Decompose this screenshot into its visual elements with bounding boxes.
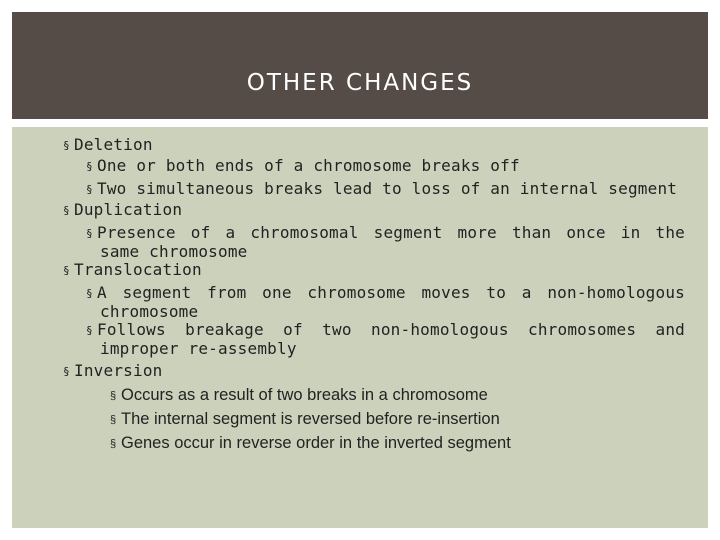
item-text: Two simultaneous breaks lead to loss of an internal segment [97,179,678,198]
list-item-duplication [63,201,182,220]
bullet-icon: § [63,204,70,217]
list-item [86,224,685,261]
bullet-list [12,127,708,528]
list-item [86,284,685,321]
list-item-deletion [63,136,153,155]
bullet-icon: § [63,365,70,378]
content-band [12,127,708,528]
list-item-inversion [63,362,163,381]
list-item-translocation [63,261,202,280]
bullet-icon: § [86,183,93,196]
bullet-icon: § [110,414,117,426]
item-text: The internal segment is reversed before re-insertion [121,410,500,428]
item-text: Occurs as a result of two breaks in a chromosome [121,386,488,404]
bullet-icon: § [63,139,70,152]
bullet-icon: § [86,227,93,240]
list-item [86,180,677,199]
bullet-icon: § [86,287,93,300]
list-item [86,157,520,176]
item-text: Translocation [74,260,202,279]
item-text-wrap [86,224,685,261]
bullet-icon: § [63,264,70,277]
bullet-icon: § [110,438,117,450]
item-text: Deletion [74,135,153,154]
item-text: Inversion [74,361,163,380]
item-text-wrap [86,321,685,358]
item-text-wrap [86,284,685,321]
list-item [110,386,488,405]
item-text: Genes occur in reverse order in the inverted segment [121,434,511,452]
bullet-icon: § [86,324,93,337]
item-text: Presence of a chromosomal segment more than once in the same chromosome [97,223,685,261]
item-text: A segment from one chromosome moves to a non-homologous chromosome [97,283,685,321]
title-band [12,12,708,119]
bullet-icon: § [110,390,117,402]
slide-title: OTHER CHANGES [246,70,474,96]
item-text: Follows breakage of two non-homologous chromosomes and improper re-assembly [97,320,685,358]
bullet-icon: § [86,160,93,173]
list-item [86,321,685,358]
list-item [110,410,500,429]
list-item [110,434,511,453]
item-text: One or both ends of a chromosome breaks off [97,156,520,175]
item-text: Duplication [74,200,183,219]
